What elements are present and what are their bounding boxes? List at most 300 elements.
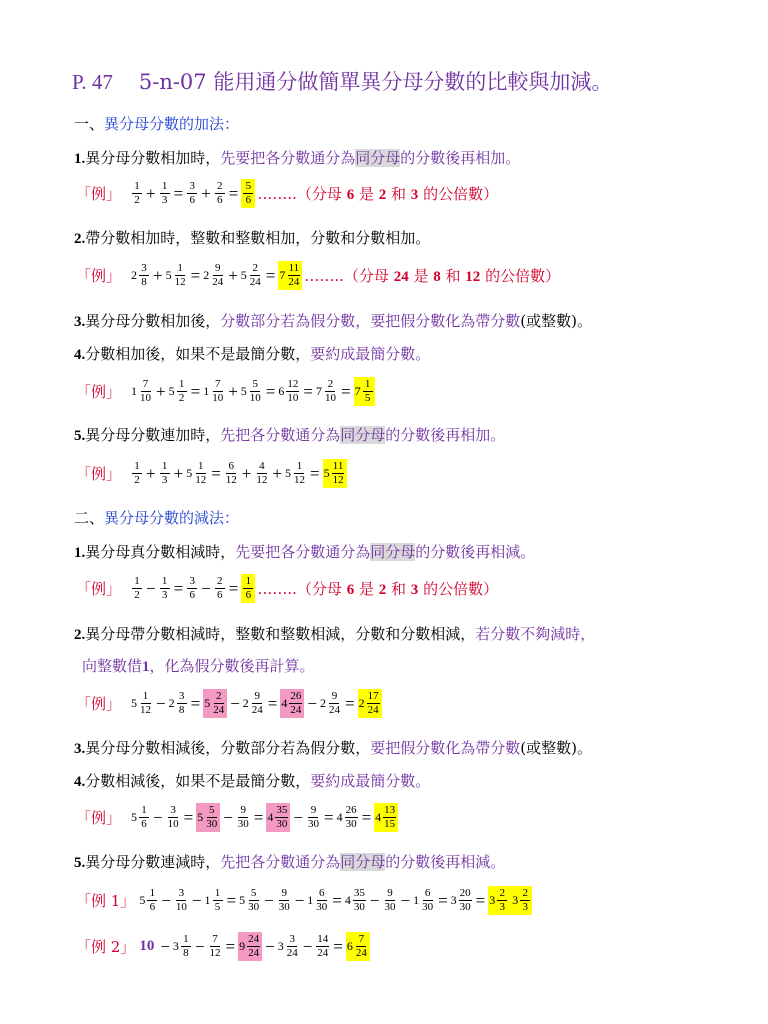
operator: = [303,381,313,401]
whole-number: 5 [284,466,291,480]
rule-text: 異分母真分數相減時， [85,543,236,561]
numerator: 5 [250,378,260,392]
note-text: 2 [378,582,387,598]
answer-highlight [488,886,532,915]
example-label: 「例 2」 [76,938,136,956]
numerator: 9 [308,804,318,818]
denominator: 3 [522,901,528,913]
denominator: 5 [214,901,221,913]
rule-emphasis: 的分數後再相加。 [385,426,506,444]
fraction [328,690,341,717]
operator: = [265,265,276,285]
fraction [160,575,170,602]
numerator: 1 [132,460,142,474]
fraction [247,933,260,960]
rule-text: 異分母分數連加時， [85,426,221,444]
note-text: 2 [378,187,387,203]
fraction [213,887,223,914]
denominator: 12 [225,474,237,486]
fraction [278,887,291,914]
rule-emphasis: 先把各分數通分為 [220,853,341,871]
numerator: 3 [177,690,187,704]
rule-sub-5 [74,852,505,873]
fraction [209,933,222,960]
fraction [139,690,152,717]
fraction [177,378,187,405]
operator: − [302,936,313,956]
rule-emphasis: 要約成最簡分數。 [310,345,431,363]
fraction [251,690,264,717]
operator: − [153,807,163,827]
denominator: 30 [206,818,218,830]
answer-highlight [278,261,302,290]
example-add-1 [76,179,498,208]
operator: + [272,463,282,483]
example-label: 「例 1」 [76,892,136,910]
rule-add-5 [74,425,505,446]
example-add-3 [76,377,375,406]
note-text: 的公倍數） [418,185,499,203]
denominator: 2 [134,474,140,486]
note-text: 和 [386,185,411,203]
example-label: 「例」 [76,383,122,401]
fraction [187,180,197,207]
operator: = [228,578,239,598]
rule-sub-1 [74,542,535,563]
numerator: 9 [252,690,262,704]
answer-highlight [241,179,255,208]
numerator: 9 [213,262,223,276]
operator: − [265,936,275,956]
operator: = [361,807,372,827]
numerator: 7 [141,378,151,392]
whole-number: 2 [319,696,326,710]
numerator: 2 [215,180,225,194]
whole-number: 1 [413,893,420,907]
fraction [167,804,180,831]
example-label: 「例」 [76,580,122,598]
numerator: 1 [181,933,191,947]
fraction [286,378,299,405]
denominator: 24 [248,947,260,959]
rule-number: 1. [74,151,86,167]
section-number: 一、 [74,115,105,133]
rule-text: 帶分數相加時，整數和整數相加，分數和分數相加。 [85,229,431,247]
operator: + [153,265,163,285]
denominator: 6 [141,818,147,830]
operator: − [194,936,205,956]
rule-number: 4. [74,774,86,790]
step-highlight [266,803,290,832]
whole-number: 6 [278,384,285,398]
numerator: 26 [345,804,357,816]
fraction [332,460,345,487]
rule-number: 3. [74,314,86,330]
operator: − [156,693,166,713]
whole-number: 6 [346,939,353,953]
operator: = [332,890,342,910]
operator: = [190,693,201,713]
denominator: 24 [251,704,263,716]
whole-number: 10 [139,938,155,954]
note-text: 是 [354,580,379,598]
whole-number: 4 [375,810,382,824]
numerator: 2 [214,690,224,704]
numerator: 11 [332,460,344,472]
title-text: 5-n-07 能用通分做簡單異分母分數的比較與加減。 [138,70,613,94]
numerator: 35 [353,887,365,899]
fraction [345,804,358,831]
rule-highlight: 同分母 [355,149,401,167]
numerator: 6 [226,460,236,474]
numerator: 20 [459,887,471,899]
numerator: 1 [177,378,187,392]
operator: = [333,936,343,956]
note-text: 24 [393,269,409,285]
rule-sub-4 [74,771,430,792]
denominator: 10 [212,392,224,404]
denominator: 30 [237,818,249,830]
denominator: 8 [141,276,147,288]
whole-number: 5 [165,268,172,282]
page-number: P. 47 [72,70,113,94]
operator: = [309,463,320,483]
operator: = [173,578,184,598]
rule-emphasis: 要把假分數化為帶分數 [370,739,521,757]
denominator: 24 [328,704,340,716]
example-label: 「例」 [76,809,122,827]
denominator: 24 [249,276,261,288]
denominator: 8 [183,947,189,959]
denominator: 12 [293,474,305,486]
rule-add-2 [74,228,430,249]
fraction [353,887,366,914]
whole-number: 5 [131,696,138,710]
rule-highlight: 同分母 [370,543,416,561]
operator: − [230,693,240,713]
note-text: 是 [354,185,379,203]
step-highlight [203,689,227,718]
numerator: 6 [423,887,433,901]
operator: = [228,183,239,203]
fraction [497,887,507,914]
denominator: 2 [178,392,185,404]
fraction [139,262,149,289]
whole-number: 5 [239,893,246,907]
rule-sub-3 [74,738,592,759]
whole-number: 1 [307,893,314,907]
whole-number: 1 [203,384,210,398]
whole-number: 2 [168,696,175,710]
section-title: 異分母分數的加法： [104,115,240,133]
operator: = [190,381,201,401]
fraction [160,460,170,487]
numerator: 17 [367,690,379,702]
note-text: 3 [410,187,419,203]
note-text: 3 [410,582,419,598]
denominator: 12 [140,704,152,716]
numerator: 3 [187,180,197,194]
fraction [181,933,191,960]
operator: = [183,807,194,827]
note-text: 12 [465,269,481,285]
note-text: 的公倍數） [418,580,499,598]
whole-number: 2 [358,696,365,710]
fraction [160,180,170,207]
fraction [255,460,268,487]
denominator: 12 [209,947,221,959]
whole-number: 2 [131,268,138,282]
step-highlight [196,803,220,832]
denominator: 10 [324,392,336,404]
operator: = [173,183,184,203]
example-label: 「例」 [76,695,122,713]
rule-emphasis: 先要把各分數通分為 [235,543,371,561]
operator: = [267,693,278,713]
numerator: 9 [238,804,248,818]
operator: − [146,578,156,598]
fraction [211,378,224,405]
denominator: 10 [167,818,179,830]
fraction [293,460,306,487]
denominator: 6 [245,194,252,206]
denominator: 10 [249,392,261,404]
note-text: ……..（分母 [257,580,347,598]
fraction [243,180,253,207]
numerator: 1 [175,262,185,276]
whole-number: 7 [279,268,286,282]
denominator: 3 [499,901,505,913]
fraction [249,378,262,405]
denominator: 30 [345,818,357,830]
rule-text: 異分母分數相減後，分數部分若為假分數， [85,739,371,757]
whole-number: 9 [239,939,246,953]
section-subtraction-heading [74,508,239,528]
numerator: 1 [147,887,157,901]
note-text: 的公倍數） [480,267,561,285]
whole-number: 5 [186,466,193,480]
operator: − [223,807,233,827]
rule-text: 分數相減後，如果不是最簡分數， [85,772,311,790]
denominator: 6 [217,589,223,601]
numerator: 2 [520,887,530,901]
rule-text: 異分母帶分數相減時，整數和整數相減，分數和分數相減， [85,625,476,643]
rule-number: 2. [74,231,86,247]
fraction [307,804,320,831]
operator: − [264,890,274,910]
denominator: 6 [245,589,252,601]
numerator: 9 [279,887,289,901]
numerator: 11 [288,262,300,274]
fraction [383,804,396,831]
operator: = [475,890,486,910]
fraction [287,262,300,289]
fraction [383,887,396,914]
example-label: 「例」 [76,267,122,285]
example-note [304,265,560,286]
rule-add-4 [74,344,430,365]
numerator: 2 [497,887,507,901]
numerator: 3 [287,933,297,947]
denominator: 6 [217,194,223,206]
operator: + [201,183,211,203]
rule-add-3 [74,311,592,332]
operator: = [190,265,201,285]
rule-emphasis: 若分數不夠減時， [475,625,596,643]
whole-number: 5 [240,268,247,282]
rule-emphasis: 的分數後再相加。 [400,149,521,167]
denominator: 24 [317,947,329,959]
denominator: 30 [316,901,328,913]
answer-highlight [354,377,375,406]
operator: = [226,890,237,910]
numerator: 1 [160,575,170,589]
numerator: 5 [243,180,253,194]
fraction [355,933,368,960]
whole-number: 7 [354,384,361,398]
operator: − [191,890,202,910]
whole-number: 5 [197,810,204,824]
numerator: 24 [248,933,260,945]
rule-emphasis: 分數部分若為假分數，要把假分數化為帶分數 [220,312,521,330]
note-text: 是 [408,267,434,285]
numerator: 3 [187,575,197,589]
numerator: 9 [385,887,395,901]
fraction [286,933,299,960]
whole-number: 5 [168,384,175,398]
fraction [247,887,260,914]
whole-number: 3 [489,893,496,907]
rule-emphasis: 的分數後再相減。 [385,853,506,871]
denominator: 8 [178,704,185,716]
numerator: 1 [132,180,142,194]
numerator: 1 [141,690,151,704]
fraction [139,378,152,405]
rule-text: 異分母分數連減時， [85,853,221,871]
whole-number: 5 [204,696,211,710]
denominator: 24 [286,947,298,959]
whole-number: 2 [242,696,249,710]
denominator: 30 [248,901,260,913]
denominator: 30 [353,901,365,913]
whole-number: 4 [344,893,351,907]
denominator: 12 [195,474,207,486]
numerator: 3 [139,262,149,276]
fraction [367,690,380,717]
rule-highlight: 同分母 [340,853,386,871]
whole-number: 5 [240,384,247,398]
rule-emphasis: 先要把各分數通分為 [220,149,356,167]
numerator: 1 [160,460,170,474]
fraction [289,690,302,717]
whole-number: 7 [315,384,322,398]
numerator: 6 [317,887,327,901]
fraction [249,262,262,289]
denominator: 3 [161,194,168,206]
numerator: 2 [215,575,225,589]
denominator: 24 [355,947,367,959]
denominator: 5 [364,392,371,404]
denominator: 6 [149,901,156,913]
answer-highlight [346,932,370,961]
numerator: 2 [250,262,260,276]
denominator: 24 [290,704,302,716]
whole-number: 4 [267,810,274,824]
fraction [175,887,188,914]
operator: = [344,693,355,713]
numerator: 1 [139,804,149,818]
rule-text: 異分母分數相加時， [85,149,221,167]
note-text: 和 [386,580,411,598]
denominator: 2 [134,194,140,206]
denominator: 30 [459,901,471,913]
numerator: 1 [196,460,206,474]
denominator: 30 [307,818,319,830]
example-note [257,183,498,204]
numerator: 1 [160,180,170,194]
denominator: 10 [175,901,187,913]
whole-number: 1 [131,384,138,398]
fraction [147,887,157,914]
rule-text: (或整數)。 [520,739,592,757]
operator: − [160,936,170,956]
whole-number: 1 [204,893,211,907]
denominator: 15 [384,818,396,830]
whole-number: 4 [336,810,343,824]
fraction [275,804,288,831]
answer-highlight [323,459,347,488]
answer-highlight [241,574,255,603]
fraction [459,887,472,914]
whole-number: 3 [277,939,284,953]
fraction [215,575,225,602]
whole-number: 2 [203,268,210,282]
whole-number: 5 [139,893,146,907]
numerator: 1 [363,378,373,392]
rule-highlight: 同分母 [340,426,386,444]
example-label: 「例」 [76,185,122,203]
denominator: 30 [278,901,290,913]
numerator: 26 [290,690,302,702]
denominator: 10 [287,392,299,404]
example-sub-3 [76,803,398,832]
rule-sub-2-cont: 向整數借1，化為假分數後再計算。 [82,657,315,675]
rule-text: (或整數)。 [520,312,592,330]
denominator: 24 [212,276,224,288]
fraction [174,262,187,289]
denominator: 6 [189,589,195,601]
denominator: 24 [367,704,379,716]
rule-number: 4. [74,347,86,363]
example-label: 「例」 [76,465,122,483]
fraction [132,180,142,207]
operator: = [225,936,236,956]
fraction [315,887,328,914]
denominator: 24 [288,276,300,288]
fraction [225,460,238,487]
note-text: 和 [440,267,466,285]
numerator: 12 [287,378,299,390]
fraction [421,887,434,914]
rule-number: 5. [74,855,86,871]
fraction [211,262,224,289]
fraction [215,180,225,207]
rule-emphasis: 的分數後再相減。 [415,543,536,561]
whole-number: 3 [172,939,179,953]
rule-text: 分數相加後，如果不是最簡分數， [85,345,311,363]
operator: − [201,578,211,598]
denominator: 12 [174,276,186,288]
